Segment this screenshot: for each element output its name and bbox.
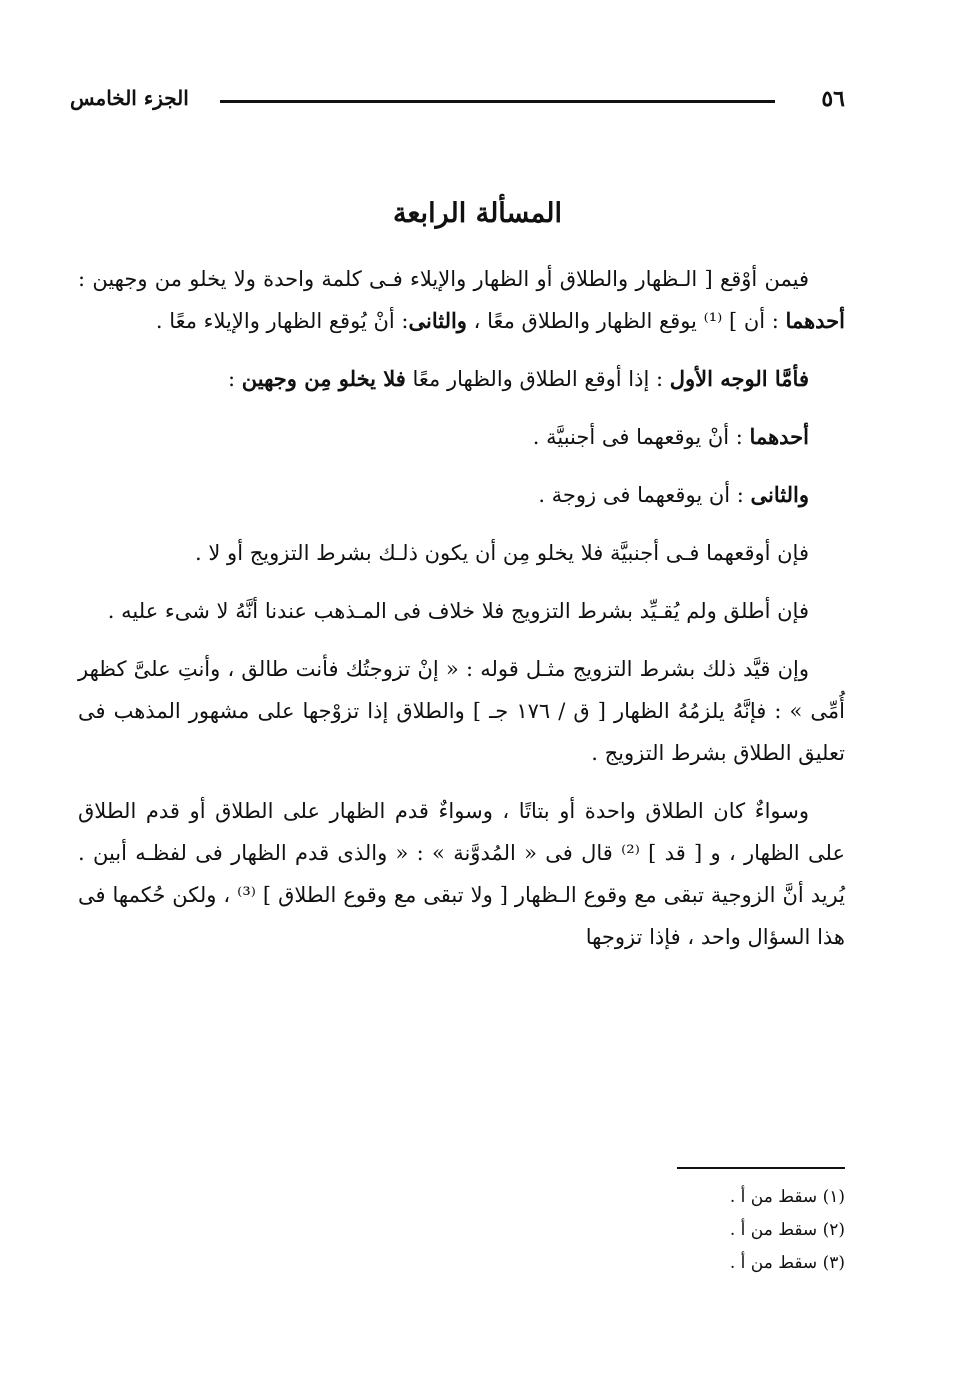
text-segment: : إذا أوقع الطلاق والظهار معًا (405, 367, 670, 391)
bold-term: فأمَّا الوجه الأول (669, 366, 809, 391)
text-segment: وإن قيَّد ذلك بشرط التزويج مثـل قوله : « إنْ تزوجتُك فأنت طالق ، وأنتِ علىَّ كظهر أُمِّى » : فإنَّهُ يلزمُهُ الظهار [ ق / ١٧٦ جـ ] والطلاق إذا تزوْجها على مشهور المذهب فى تعليق الطلاق بشرط التزويج . (78, 657, 845, 765)
body-text (78, 258, 845, 974)
bold-term: والثانى (408, 308, 467, 333)
paragraph-3 (78, 416, 845, 458)
text-segment: فإن أطلق ولم يُقـيِّد بشرط التزويج فلا خلاف فى المـذهب عندنا أنَّهُ لا شىء عليه . (107, 599, 809, 623)
text-segment: : (228, 367, 242, 391)
paragraph-5 (78, 532, 845, 574)
text-segment: وسواءٌ كان الطلاق واحدة أو بتاتًا ، وسواءٌ قدم الظهار على الطلاق أو قدم الطلاق على الظهار ، و [ قد ] ⁽²⁾ قال فى « المُدوَّنة » : « والذى قدم الظهار فى لفظـه أبين . يُريد أنَّ الزوجية تبقى مع وقوع الـظهار [ ولا تبقى مع وقوع الطلاق ] ⁽³⁾ ، ولكن حُكمها فى هذا السؤال واحد ، فإذا تزوجها (78, 799, 845, 949)
paragraph-1 (78, 258, 845, 342)
text-segment: : أنْ يوقعهما فى أجنبيَّة . (532, 425, 750, 449)
bold-term: أحدهما (785, 308, 845, 333)
header-rule (220, 100, 775, 103)
bold-term: فلا يخلو مِن وجهين (241, 366, 406, 391)
paragraph-8 (78, 790, 845, 958)
section-title: المسألة الرابعة (393, 198, 562, 229)
footnote-2: (٢) سقط من أ . (729, 1220, 845, 1240)
page-header (70, 86, 845, 122)
page-number: ٥٦ (821, 86, 845, 112)
footnote-rule (677, 1167, 845, 1169)
paragraph-7 (78, 648, 845, 774)
paragraph-4 (78, 474, 845, 516)
text-segment: فإن أوقعهما فـى أجنبيَّة فلا يخلو مِن أن يكون ذلـك بشرط التزويج أو لا . (195, 541, 809, 565)
running-title: الجزء الخامس (70, 86, 189, 110)
paragraph-2 (78, 358, 845, 400)
footnote-1: (١) سقط من أ . (729, 1187, 845, 1207)
footnote-3: (٣) سقط من أ . (729, 1253, 845, 1273)
paragraph-6 (78, 590, 845, 632)
bold-term: أحدهما (749, 424, 809, 449)
text-segment: فيمن أوْقع [ الـظهار والطلاق أو الظهار والإيلاء فـى كلمة واحدة ولا يخلو من وجهين : (78, 267, 809, 291)
text-segment: : أنْ يُوقع الظهار والإيلاء معًا . (155, 309, 409, 333)
text-segment: : أن ] ⁽¹⁾ يوقع الظهار والطلاق معًا ، (466, 309, 786, 333)
bold-term: والثانى (750, 482, 809, 507)
text-segment: : أن يوقعهما فى زوجة . (538, 483, 751, 507)
footnotes (545, 1181, 845, 1280)
